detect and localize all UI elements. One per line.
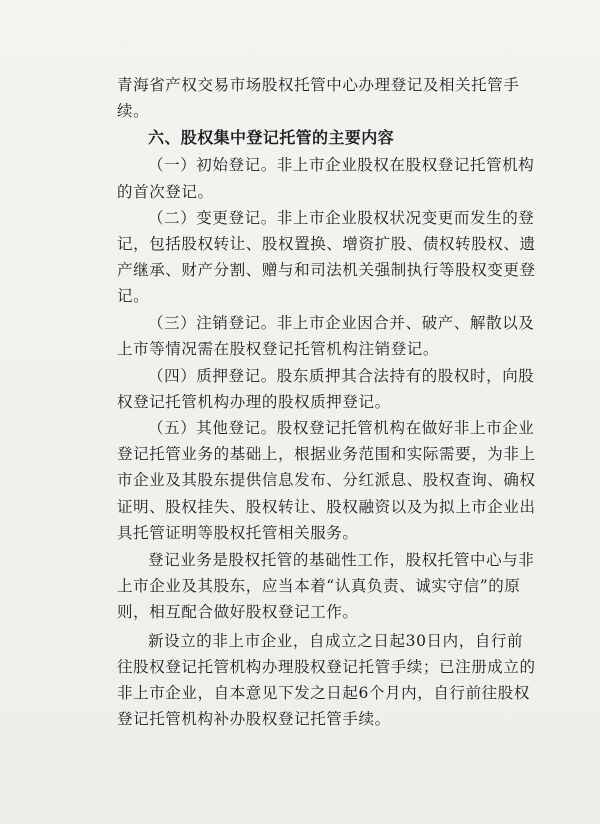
- text-line: 非上市企业，自本意见下发之日起6个月内，自行前往股权: [117, 684, 530, 702]
- text-line: 产继承、财产分割、赠与和司法机关强制执行等股权变更登: [117, 261, 536, 279]
- section-heading: 六、股权集中登记托管的主要内容: [148, 128, 395, 147]
- text-line: 登记业务是股权托管的基础性工作，股权托管中心与非: [148, 551, 535, 569]
- text-line: 权登记托管机构办理的股权质押登记。: [117, 393, 391, 411]
- text-line: 则，相互配合做好股权登记工作。: [117, 603, 359, 621]
- text-line: （五）其他登记。股权登记托管机构在做好非上市企业: [148, 419, 535, 437]
- text-line: 往股权登记托管机构办理股权登记托管手续；已注册成立的: [117, 658, 536, 676]
- text-line: （三）注销登记。非上市企业因合并、破产、解散以及: [148, 314, 535, 332]
- text-line: （四）质押登记。股东质押其合法持有的股权时，向股: [148, 367, 535, 385]
- text-line: 上市等情况需在股权登记托管机构注销登记。: [117, 340, 440, 358]
- text-line: 登记托管机构补办股权登记托管手续。: [117, 710, 391, 728]
- text-line: 登记托管业务的基础上，根据业务范围和实际需要，为非上: [117, 445, 536, 463]
- text-line: 记。: [117, 287, 150, 305]
- text-line: （一）初始登记。非上市企业股权在股权登记托管机构: [148, 156, 535, 174]
- text-line: 续。: [117, 102, 150, 120]
- text-line: 的首次登记。: [117, 183, 214, 201]
- text-line: 上市企业及其股东，应当本着“认真负责、诚实守信”的原: [117, 577, 521, 595]
- text-line: 证明、股权挂失、股权转让、股权融资以及为拟上市企业出: [117, 498, 536, 516]
- text-line: 记，包括股权转让、股权置换、增资扩股、债权转股权、遗: [117, 235, 536, 253]
- text-line: 新设立的非上市企业，自成立之日起30日内，自行前: [148, 632, 524, 650]
- text-line: 青海省产权交易市场股权托管中心办理登记及相关托管手: [117, 76, 520, 94]
- text-line: （二）变更登记。非上市企业股权状况变更而发生的登: [148, 209, 535, 227]
- text-line: 市企业及其股东提供信息发布、分红派息、股权查询、确权: [117, 471, 536, 489]
- text-line: 具托管证明等股权托管相关服务。: [117, 524, 359, 542]
